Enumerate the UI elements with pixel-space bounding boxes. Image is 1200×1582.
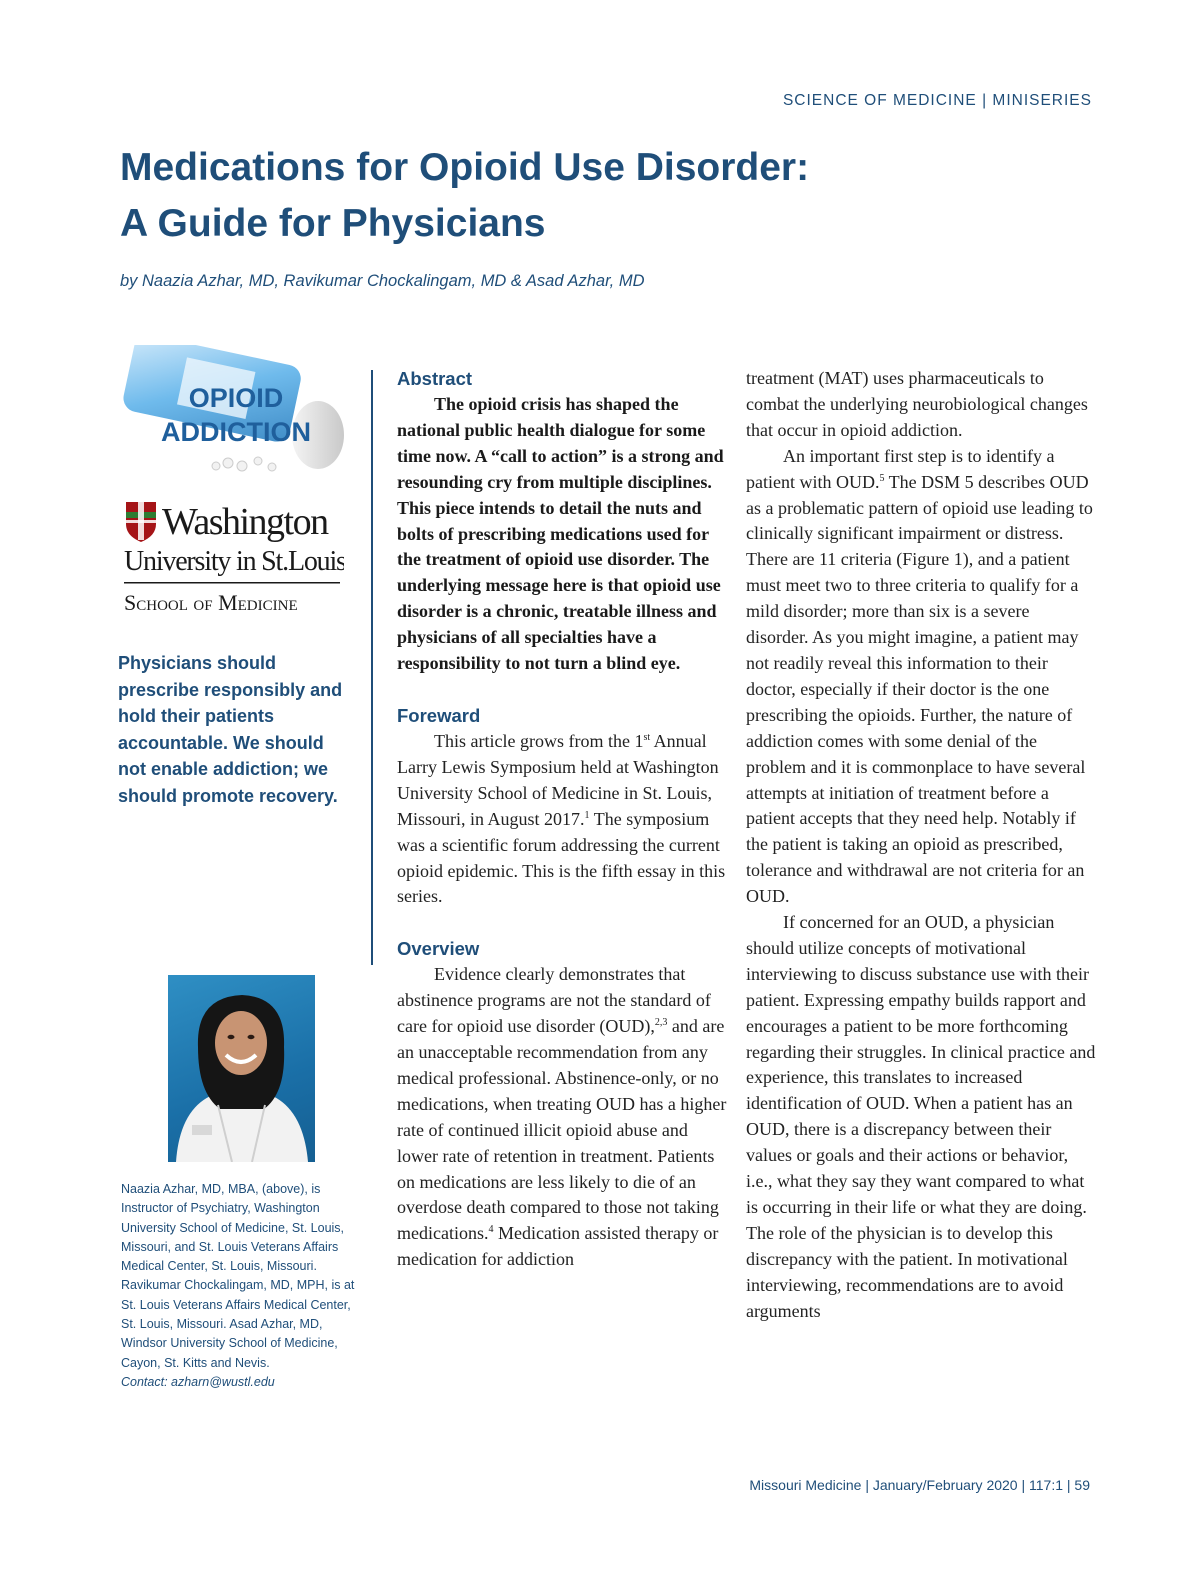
foreward-heading: Foreward	[397, 704, 481, 726]
overview-text: Evidence clearly demonstrates that abstinence programs are not the standard of care for opioid use disorder (OUD),$^{2,3}$ and are an unacceptable recommendation from any medical professional. Abstinence-only, or no medications, when treating OUD has a higher rate of continued illicit opioid abuse and lower rate of retention in treatment. Patients on medications are less likely to die of an overdose death compared to those not taking medications.$^4$ Medication assisted therapy or medication for addiction	[397, 964, 727, 1270]
opioid-image-word-1: OPIOID	[188, 383, 284, 413]
abstract-heading: Abstract	[397, 368, 473, 389]
title-line-1: Medications for Opioid Use Disorder:	[120, 146, 810, 189]
right-paragraph-2: An important first step is to identify a patient with OUD.$^5$ The DSM 5 describes OUD as a problematic pattern of opioid use leading to clinically significant impairment or distress. There are 11 criteria (Figure 1), and a patient must meet two to three criteria to qualify for a mild disorder; more than six is a severe disorder. As you might imagine, a patient may not readily reveal this information to their doctor, especially if their doctor is the one prescribing the opioids. Further, the nature of addiction comes with some denial of the problem and it is commonplace to have several attempts at initiation of treatment before a patient accepts that they need help. Notably if the patient is taking an opioid as prescribed, tolerance and withdrawal are not criteria for an OUD.	[746, 445, 1093, 907]
opioid-image-word-2: ADDICTION	[161, 417, 311, 447]
page-footer: Missouri Medicine | January/February 2020 | 117:1 | 59	[749, 1477, 1090, 1493]
shield-icon	[126, 502, 156, 542]
author-photo	[168, 975, 315, 1162]
logo-school-of-medicine: School of Medicine	[124, 590, 298, 615]
foreward-text: This article grows from the 1st Annual Larry Lewis Symposium held at Washington University School of Medicine in St. Louis, Missouri, in August 2017.$^1$ The symposium was a scientific forum addressing the current opioid epidemic. This is the fifth essay in this series.	[397, 730, 726, 907]
column-divider	[371, 370, 373, 965]
logo-university: University in St.Louis	[124, 546, 344, 577]
wustl-logo	[122, 498, 344, 618]
opioid-addiction-image	[118, 345, 350, 477]
byline: by Naazia Azhar, MD, Ravikumar Chockalingam, MD & Asad Azhar, MD	[120, 272, 645, 290]
pull-quote: Physicians should prescribe responsibly and hold their patients accountable. We should not enable addiction; we should promote recovery.	[118, 653, 343, 806]
article-title	[120, 140, 1020, 252]
article-column-middle	[397, 366, 727, 1273]
author-bio	[121, 1180, 366, 1392]
author-bio-text: Naazia Azhar, MD, MBA, (above), is Instructor of Psychiatry, Washington University School of Medicine, St. Louis, Missouri, and St. Louis Veterans Affairs Medical Center, St. Louis, Missouri. Ravikumar Chockalingam, MD, MPH, is at St. Louis Veterans Affairs Medical Center, St. Louis, Missouri. Asad Azhar, MD, Windsor University School of Medicine, Cayon, St. Kitts and Nevis.	[121, 1182, 355, 1370]
logo-washington: Washington	[162, 501, 328, 543]
contact-email[interactable]: Contact: azharn@wustl.edu	[121, 1374, 275, 1389]
abstract-text: The opioid crisis has shaped the national public health dialogue for some time now. A “call to action” is a strong and resounding cry from multiple disciplines. This piece intends to detail the nuts and bolts of prescribing medications used for the treatment of opioid use disorder. The underlying message here is that opioid use disorder is a chronic, treatable illness and physicians of all specialties have a responsibility to not turn a blind eye.	[397, 394, 724, 674]
title-line-2: A Guide for Physicians	[120, 202, 546, 245]
article-column-right	[746, 366, 1096, 1325]
right-paragraph-3: If concerned for an OUD, a physician should utilize concepts of motivational interviewing to discuss substance use with their patient. Expressing empathy builds rapport and encourages a patient to be more forthcoming regarding their struggles. In clinical practice and experience, this translates to increased identification of OUD. When a patient has an OUD, there is a discrepancy between their values or goals and their actions or behavior, i.e., what they say they want compared to what is occurring in their life or what they are doing. The role of the physician is to develop this discrepancy with the patient. In motivational interviewing, recommendations are to avoid arguments	[746, 912, 1096, 1321]
overview-heading: Overview	[397, 938, 480, 960]
section-label: SCIENCE OF MEDICINE | MINISERIES	[782, 92, 1092, 109]
right-paragraph-1: treatment (MAT) uses pharmaceuticals to combat the underlying neurobiological changes that occur in opioid addiction.	[746, 368, 1088, 440]
